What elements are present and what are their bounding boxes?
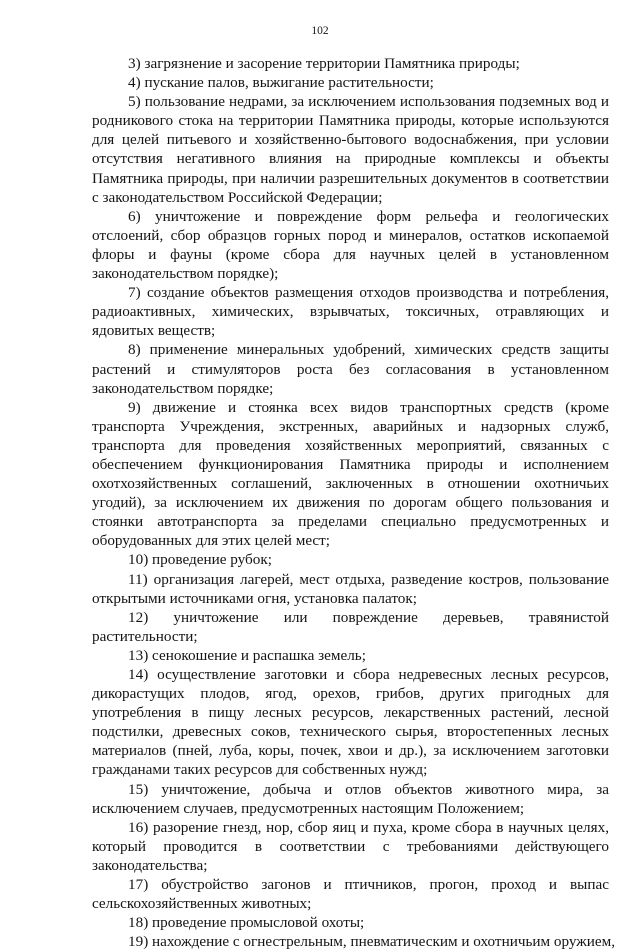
list-item: 8) применение минеральных удобрений, химических средств защиты растений и стимуляторов роста без согласования в установленном законодательством порядке; bbox=[92, 341, 609, 397]
list-item: 5) пользование недрами, за исключением использования подземных вод и родникового стока на территории Памятника природы, которые используются для целей питьевого и хозяйственно-бытового водоснабжения, при условии отсутствия негативного влияния на природные комплексы и объекты Памятника природы, при наличии разрешительных документов в соответствии с законодательством Российской Федерации; bbox=[92, 93, 609, 206]
list-item: 11) организация лагерей, мест отдыха, разведение костров, пользование открытыми источниками огня, установка палаток; bbox=[92, 570, 609, 607]
list-item: 6) уничтожение и повреждение форм рельефа и геологических отслоений, сбор образцов горных пород и минералов, остатков ископаемой флоры и фауны (кроме сбора для научных целей в установленном законодательством порядке); bbox=[92, 207, 609, 283]
list-item: 17) обустройство загонов и птичников, прогон, проход и выпас сельскохозяйственных животных; bbox=[92, 876, 609, 913]
list-item: 18) проведение промысловой охоты; bbox=[128, 914, 365, 932]
list-item: 14) осуществление заготовки и сбора недревесных лесных ресурсов, дикорастущих плодов, ягод, орехов, грибов, других пригодных для употребления в пищу лесных ресурсов, лекарственных растений, лесной подстилки, древесных соков, технического сырья, второстепенных лесных материалов (пней, луба, коры, почек, хвои и др.), за исключением заготовки гражданами таких ресурсов для собственных нужд; bbox=[92, 666, 609, 779]
list-item: 12) уничтожение или повреждение деревьев, травянистой растительности; bbox=[92, 608, 609, 645]
list-item: 3) загрязнение и засорение территории Памятника природы; bbox=[128, 55, 520, 72]
list-item: 13) сенокошение и распашка земель; bbox=[128, 646, 366, 664]
list-item: 16) разорение гнезд, нор, сбор яиц и пуха, кроме сбора в научных целях, который проводится в соответствии с требованиями действующего законодательства; bbox=[92, 818, 609, 874]
list-item: 19) нахождение с огнестрельным, пневматическим и охотничьим оружием, bbox=[128, 933, 616, 951]
list-item: 15) уничтожение, добыча и отлов объектов животного мира, за исключением случаев, предусмотренных настоящим Положением; bbox=[92, 780, 609, 817]
list-item: 7) создание объектов размещения отходов производства и потребления, радиоактивных, химических, взрывчатых, токсичных, отравляющих и ядовитых веществ; bbox=[92, 284, 609, 340]
page-number: 102 bbox=[311, 25, 329, 37]
list-item: 4) пускание палов, выжигание растительности; bbox=[128, 74, 434, 92]
list-item: 9) движение и стоянка всех видов транспортных средств (кроме транспорта Учреждения, экстренных, аварийных и надзорных служб, транспорта для проведения хозяйственных мероприятий, связанных с обеспечением функционирования Памятника природы и исполнением охотхозяйственных соглашений, заключенных в отношении охотничьих угодий), за исключением их движения по дорогам общего пользования и стоянки автотранспорта за пределами специально предусмотренных и оборудованных для этих целей мест; bbox=[92, 398, 609, 550]
prohibitions-list bbox=[92, 54, 616, 951]
list-item: 10) проведение рубок; bbox=[128, 551, 272, 569]
